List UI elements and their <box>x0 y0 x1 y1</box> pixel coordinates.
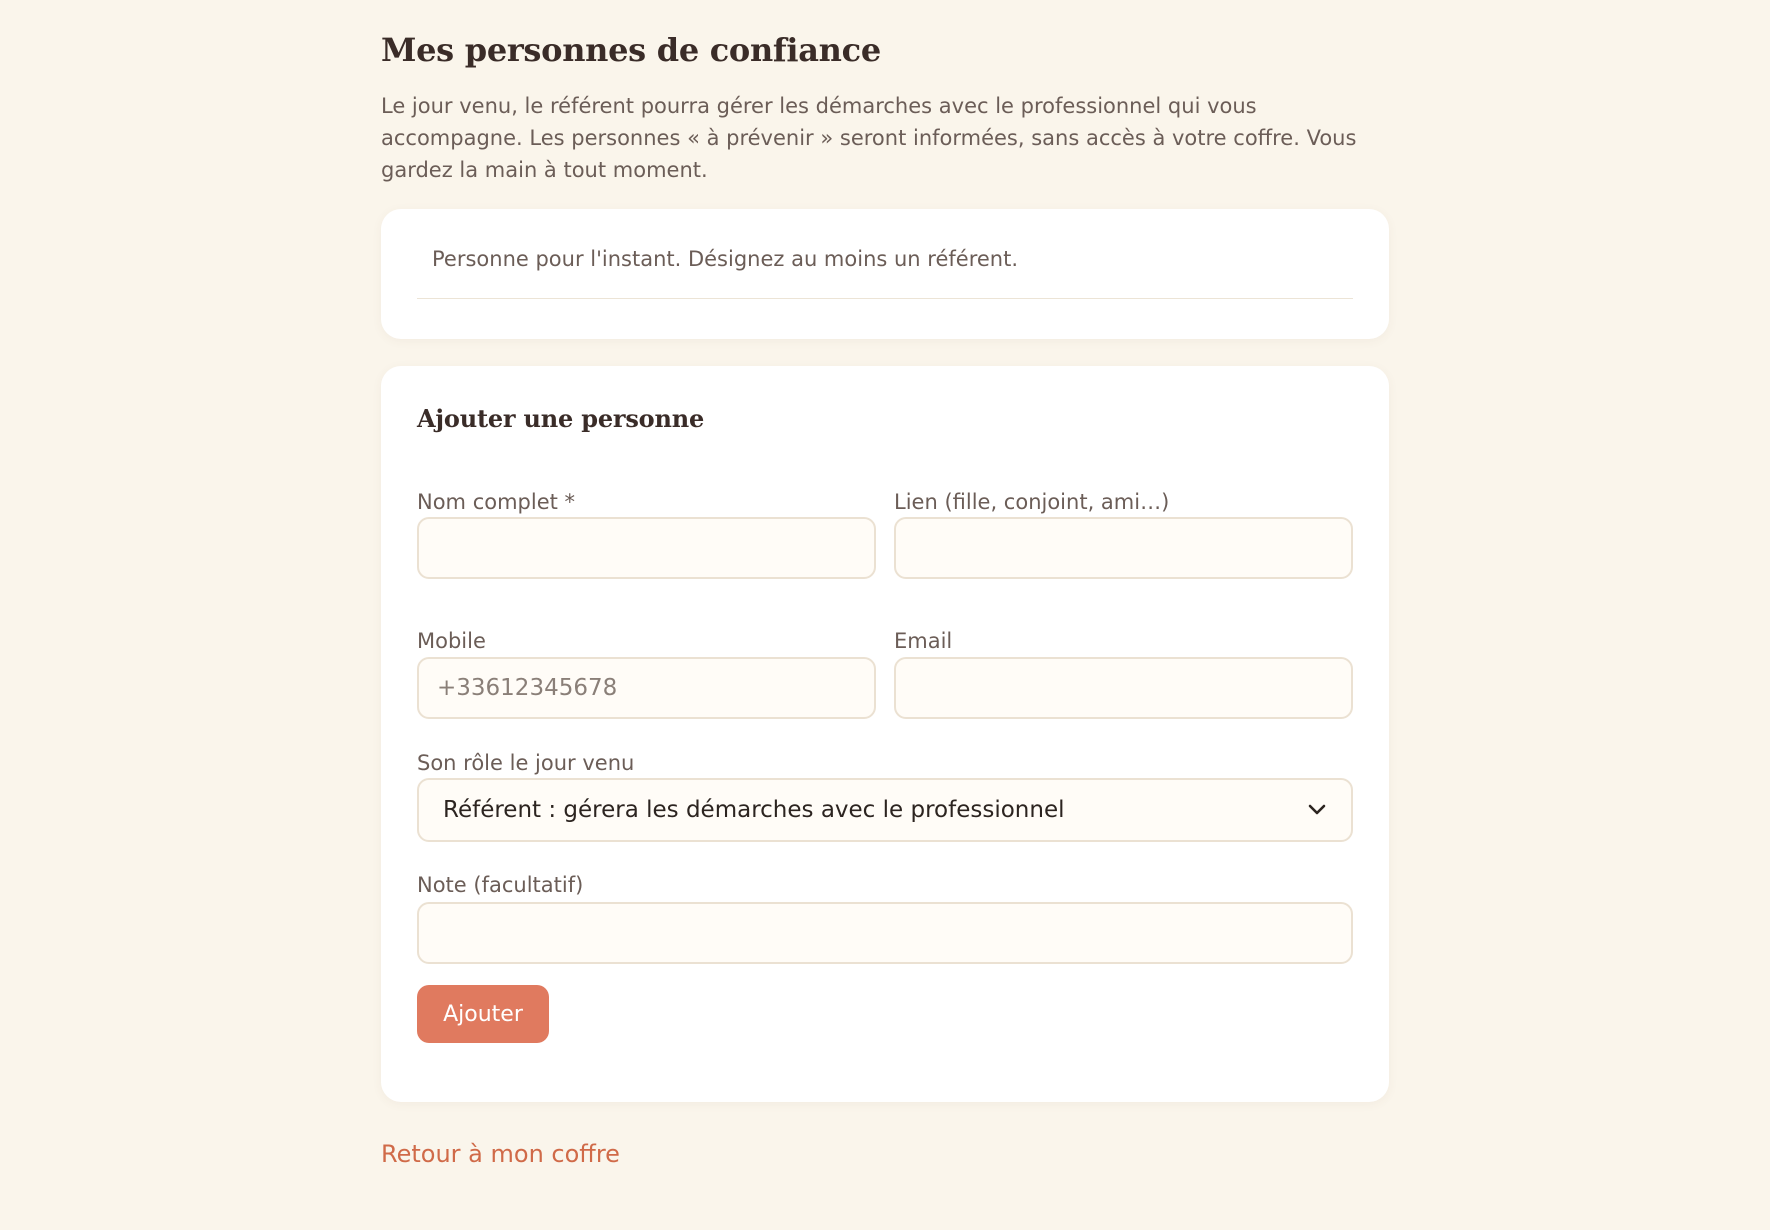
email-label: Email <box>894 629 953 653</box>
back-to-vault-link[interactable]: Retour à mon coffre <box>381 1140 620 1168</box>
role-selected-value: Référent : gérera les démarches avec le professionnel <box>443 797 1065 823</box>
email-input[interactable] <box>894 657 1353 719</box>
people-list-card <box>381 209 1389 339</box>
full-name-label: Nom complet * <box>417 490 576 514</box>
chevron-down-icon <box>1307 803 1327 817</box>
role-select[interactable] <box>417 778 1353 842</box>
full-name-input[interactable] <box>417 517 876 579</box>
form-title: Ajouter une personne <box>417 404 705 433</box>
page-content <box>381 0 1389 1102</box>
page-title: Mes personnes de confiance <box>381 31 881 69</box>
add-person-form <box>381 366 1389 1102</box>
relation-label: Lien (fille, conjoint, ami…) <box>894 490 1170 514</box>
note-input[interactable] <box>417 902 1353 964</box>
intro-text: Le jour venu, le référent pourra gérer les démarches avec le professionnel qui vous accompagne. Les personnes « à prévenir » seront informées, sans accès à votre coffre. Vous gardez la main à tout moment. <box>381 94 1357 182</box>
relation-input[interactable] <box>894 517 1353 579</box>
mobile-label: Mobile <box>417 629 486 653</box>
mobile-input[interactable] <box>417 657 876 719</box>
role-label: Son rôle le jour venu <box>417 751 635 775</box>
note-label: Note (facultatif) <box>417 873 584 897</box>
empty-state-message: Personne pour l'instant. Désignez au moins un référent. <box>417 244 1353 299</box>
add-person-button[interactable]: Ajouter <box>417 985 549 1043</box>
